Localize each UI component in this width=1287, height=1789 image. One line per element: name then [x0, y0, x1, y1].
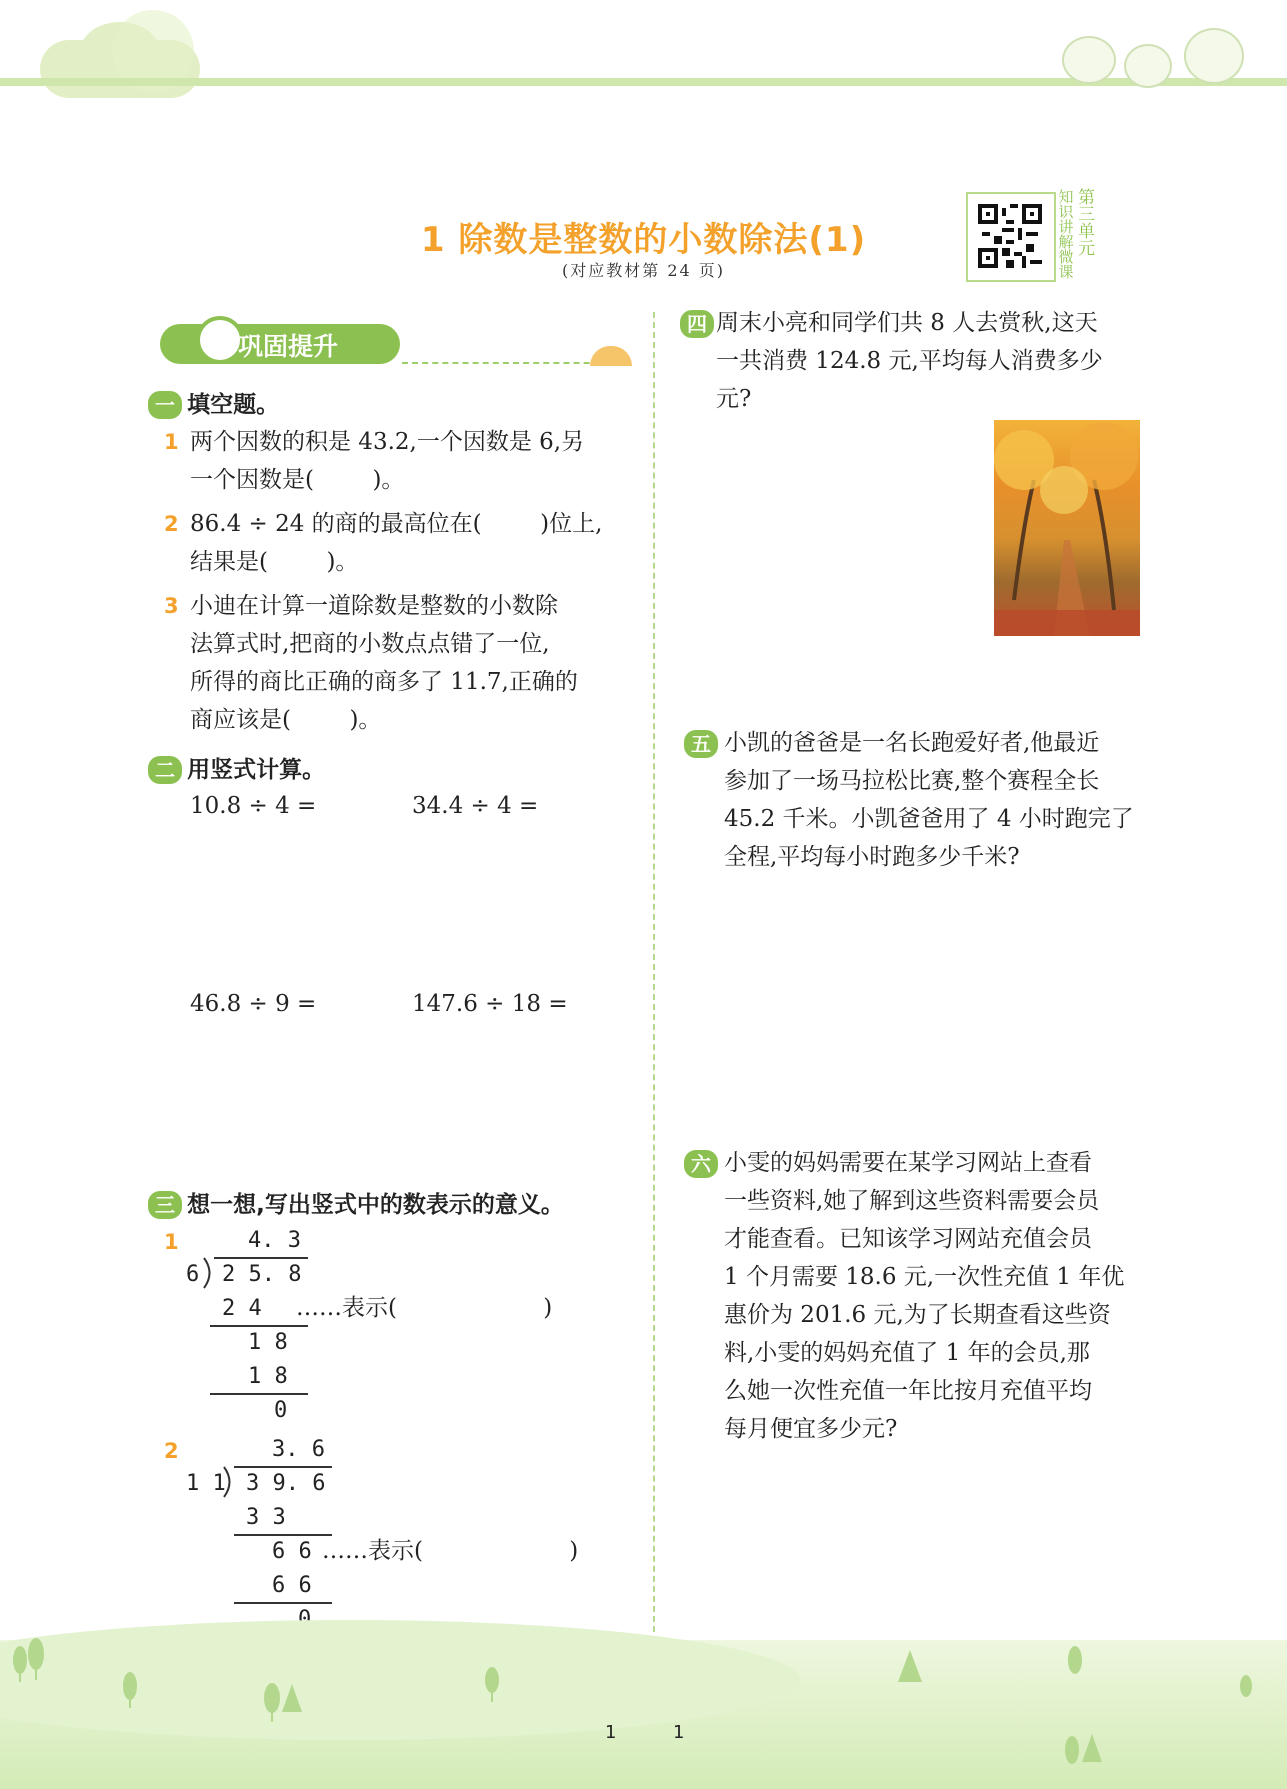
div2-step-1: 3 3 [246, 1505, 286, 1530]
div2-quotient: 3. 6 [272, 1437, 325, 1462]
text-line: 结果是( )。 [190, 549, 359, 575]
section-banner-text: 巩固提升 [238, 332, 339, 361]
text-line: 一个因数是( )。 [190, 467, 405, 493]
text-line: 每月便宜多少元? [724, 1416, 898, 1442]
q2-problem-4: 147.6 ÷ 18 = [412, 991, 568, 1017]
q2-heading [148, 751, 325, 784]
q3-item-2-num: 2 [164, 1439, 179, 1463]
text-line: 一共消费 124.8 元,平均每人消费多少 [716, 348, 1103, 374]
text-line: 料,小雯的妈妈充值了 1 年的会员,那 [724, 1340, 1090, 1366]
div2-divisor: 1 1 [186, 1471, 226, 1496]
text-line: 一些资料,她了解到这些资料需要会员 [724, 1188, 1100, 1214]
div1-line [210, 1325, 308, 1327]
banner-icon [196, 316, 244, 364]
text-line: 参加了一场马拉松比赛,整个赛程全长 [724, 768, 1100, 794]
text-line: 86.4 ÷ 24 的商的最高位在( )位上, [190, 511, 603, 537]
q1-item-1 [190, 423, 584, 499]
side-label-micro-lesson: 知识讲解微课 [1058, 188, 1074, 281]
q2-badge: 二 [148, 756, 182, 784]
q6-badge: 六 [684, 1150, 718, 1178]
q2-title: 用竖式计算。 [187, 757, 326, 783]
page-title: 1 除数是整数的小数除法(1) [420, 220, 867, 260]
div2-line [234, 1602, 332, 1604]
q2-problem-1: 10.8 ÷ 4 = [190, 793, 317, 819]
q6-text [724, 1144, 1124, 1448]
q4-text [716, 304, 1103, 418]
text-line: 元? [716, 386, 752, 412]
div2-bar [234, 1466, 332, 1468]
text-line: 小凯的爸爸是一名长跑爱好者,他最近 [724, 730, 1100, 756]
pig-icon [1184, 28, 1244, 84]
q2-problem-2: 34.4 ÷ 4 = [412, 793, 539, 819]
div1-step-2: 1 8 [248, 1330, 288, 1355]
text-line: 1 个月需要 18.6 元,一次性充值 1 年优 [724, 1264, 1125, 1290]
column-divider [653, 312, 655, 1642]
q1-item-2 [190, 505, 602, 581]
text-line: 周末小亮和同学们共 8 人去赏秋,这天 [716, 310, 1098, 336]
text-line: 两个因数的积是 43.2,一个因数是 6,另 [190, 429, 585, 455]
text-line: 所得的商比正确的商多了 11.7,正确的 [190, 669, 578, 695]
text-line: 才能查看。已知该学习网站充值会员 [724, 1226, 1092, 1252]
q2-problem-3: 46.8 ÷ 9 = [190, 991, 317, 1017]
div2-bracket [222, 1465, 236, 1499]
div2-line [234, 1534, 332, 1536]
q3-item-1-num: 1 [164, 1230, 179, 1254]
q3-heading [148, 1186, 564, 1219]
tree-icons [0, 1630, 1287, 1789]
text-line: 小迪在计算一道除数是整数的小数除 [190, 593, 558, 619]
text-line: 45.2 千米。小凯爸爸用了 4 小时跑完了 [724, 806, 1134, 832]
q3-badge: 三 [148, 1191, 182, 1219]
q5-text [724, 724, 1134, 876]
q1-item-2-num: 2 [164, 512, 179, 536]
side-label-unit: 第三单元 [1078, 188, 1095, 259]
autumn-photo [994, 420, 1140, 636]
div1-note: ……表示( ) [296, 1295, 553, 1321]
q1-badge: 一 [148, 391, 182, 419]
div1-step-1: 2 4 [222, 1296, 262, 1321]
div1-divisor: 6 [186, 1262, 200, 1287]
q1-item-3 [190, 587, 578, 739]
text-line: 小雯的妈妈需要在某学习网站上查看 [724, 1150, 1092, 1176]
owl-icon [1062, 36, 1116, 84]
q1-item-3-num: 3 [164, 594, 179, 618]
div2-dividend: 3 9. 6 [246, 1471, 326, 1496]
div1-line [210, 1393, 308, 1395]
div1-dividend: 2 5. 8 [222, 1262, 302, 1287]
q4-badge: 四 [680, 310, 714, 338]
div2-step-2: 6 6 [272, 1539, 312, 1564]
text-line: 么她一次性充值一年比按月充值平均 [724, 1378, 1092, 1404]
page-subtitle: (对应教材第 24 页) [561, 261, 726, 280]
text-line: 商应该是( )。 [190, 707, 382, 733]
page-number-right: 1 [673, 1722, 685, 1743]
page-number-left: 1 [605, 1722, 617, 1743]
qr-code-icon[interactable] [978, 204, 1042, 268]
text-line: 全程,平均每小时跑多少千米? [724, 844, 1020, 870]
sunset-icon [590, 346, 632, 366]
div1-bracket [202, 1256, 216, 1290]
q3-title: 想一想,写出竖式中的数表示的意义。 [187, 1192, 564, 1218]
q1-title: 填空题。 [187, 392, 280, 418]
div1-bar [214, 1257, 308, 1259]
div2-step-3: 6 6 [272, 1573, 312, 1598]
monkey-icon [1124, 44, 1172, 88]
div2-note: ……表示( ) [322, 1538, 579, 1564]
div1-step-3: 1 8 [248, 1364, 288, 1389]
q1-item-1-num: 1 [164, 430, 179, 454]
text-line: 法算式时,把商的小数点点错了一位, [190, 631, 550, 657]
q1-heading [148, 386, 279, 419]
div1-quotient: 4. 3 [248, 1228, 301, 1253]
q5-badge: 五 [684, 730, 718, 758]
text-line: 惠价为 201.6 元,为了长期查看这些资 [724, 1302, 1111, 1328]
div1-remainder: 0 [274, 1398, 288, 1423]
